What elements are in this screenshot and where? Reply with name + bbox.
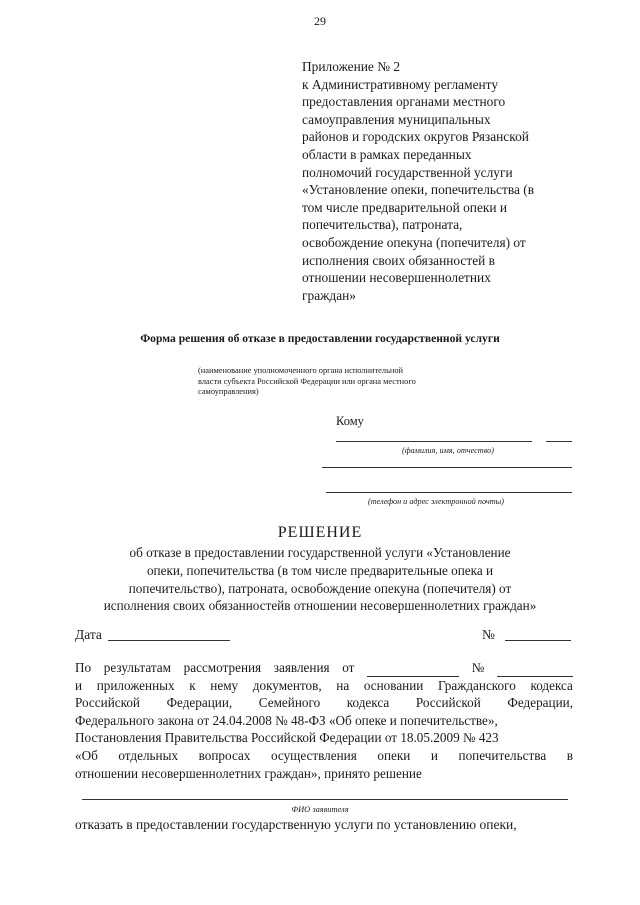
body-word: № bbox=[471, 660, 485, 675]
body-word: вопросах bbox=[198, 747, 251, 763]
body-word: попечительства bbox=[458, 747, 547, 763]
body-word: По bbox=[75, 660, 92, 675]
body-word: и bbox=[430, 747, 438, 763]
decision-text-line: отказать в предоставлении государственную услуги по установлению опеки, bbox=[75, 817, 517, 832]
recipient-extra-line bbox=[322, 467, 572, 468]
decision-subtitle-line: опеки, попечительства (в том числе предварительные опека и bbox=[146, 562, 494, 578]
body-word: Российской bbox=[415, 695, 481, 711]
body-row bbox=[75, 659, 573, 677]
body-word: нему bbox=[210, 677, 239, 693]
body-word: рассмотрения bbox=[183, 660, 262, 675]
application-number-blank bbox=[497, 659, 573, 677]
number-label: № bbox=[482, 627, 495, 642]
decision-subtitle-line: исполнения своих обязанностейв отношении несовершеннолетних граждан» bbox=[103, 598, 537, 614]
appendix-line: полномочий государственной услуги bbox=[302, 164, 513, 180]
recipient-name-caption: (фамилия, имя, отчество) bbox=[402, 446, 494, 455]
body-line: Федерального закона от 24.04.2008 № 48-ФЗ «Об опеке и попечительстве», bbox=[75, 712, 498, 728]
body-word: на bbox=[336, 677, 350, 693]
appendix-line: области в рамках переданных bbox=[302, 146, 472, 162]
appendix-line: «Установление опеки, попечительства (в bbox=[302, 182, 535, 198]
body-word: отдельных bbox=[118, 747, 179, 763]
recipient-label: Кому bbox=[336, 414, 364, 428]
appendix-line: к Административному регламенту bbox=[302, 76, 499, 92]
appendix-line: попечительства), патроната, bbox=[302, 217, 463, 233]
body-word: результатам bbox=[103, 660, 171, 675]
application-date-blank bbox=[367, 659, 459, 677]
recipient-name-line-1 bbox=[336, 441, 532, 442]
body-word: осуществления bbox=[270, 747, 357, 763]
appendix-line: освобождение опекуна (попечителя) от bbox=[302, 234, 526, 250]
page-number: 29 bbox=[314, 14, 326, 28]
body-word: документов, bbox=[252, 677, 322, 693]
body-paragraph bbox=[75, 659, 573, 782]
body-word: и bbox=[75, 677, 83, 693]
body-word: «Об bbox=[75, 747, 98, 763]
date-label: Дата bbox=[75, 627, 102, 642]
body-row bbox=[75, 694, 573, 712]
appendix-line: самоуправления муниципальных bbox=[302, 111, 491, 127]
body-word: к bbox=[189, 677, 196, 693]
appendix-line: граждан» bbox=[302, 287, 357, 303]
recipient-name-line-2 bbox=[546, 441, 572, 442]
form-title: Форма решения об отказе в предоставлении государственной услуги bbox=[140, 332, 500, 345]
applicant-name-line bbox=[82, 799, 568, 800]
body-word: от bbox=[342, 660, 355, 675]
appendix-line: отношении несовершеннолетних bbox=[302, 270, 491, 286]
appendix-line: Приложение № 2 bbox=[302, 59, 401, 74]
body-word: Российской bbox=[75, 695, 140, 711]
recipient-contact-caption: (телефон и адрес электронной почты) bbox=[368, 497, 504, 506]
body-word: заявления bbox=[273, 660, 330, 675]
body-line: Постановления Правительства Российской Федерации от 18.05.2009 № 423 bbox=[75, 730, 499, 746]
body-word: Федерации, bbox=[166, 695, 233, 711]
authority-caption-line: власти субъекта Российской Федерации или органа местного bbox=[198, 376, 416, 386]
number-line bbox=[505, 640, 571, 641]
decision-heading: РЕШЕНИЕ bbox=[277, 524, 363, 541]
body-word: Федерации, bbox=[507, 695, 573, 711]
body-row bbox=[75, 747, 573, 765]
authority-caption bbox=[198, 366, 416, 398]
body-word: Гражданского bbox=[437, 677, 516, 693]
authority-caption-line: (наименование уполномоченного органа исполнительной bbox=[198, 366, 404, 375]
body-row bbox=[75, 712, 573, 730]
recipient-contact-line bbox=[326, 492, 572, 493]
applicant-name-caption: ФИО заявителя bbox=[291, 805, 349, 814]
body-word: в bbox=[566, 747, 573, 763]
body-word: опеки bbox=[377, 747, 411, 763]
appendix-line: районов и городских округов Рязанской bbox=[302, 129, 529, 145]
appendix-header bbox=[302, 58, 534, 304]
body-line: отношении несовершеннолетних граждан», принято решение bbox=[75, 765, 422, 781]
body-row bbox=[75, 677, 573, 695]
appendix-line: исполнения своих обязанностей в bbox=[302, 252, 496, 268]
appendix-line: том числе предварительной опеки и bbox=[302, 199, 508, 215]
decision-subtitle-line: попечительство), патроната, освобождение опекуна (попечителя) от bbox=[128, 580, 512, 596]
decision-subtitle bbox=[0, 544, 640, 615]
body-word: кодекса bbox=[346, 695, 390, 711]
body-word: приложенных bbox=[96, 677, 175, 693]
body-word: основании bbox=[363, 677, 424, 693]
appendix-line: предоставления органами местного bbox=[302, 94, 506, 110]
authority-caption-line: самоуправления) bbox=[198, 387, 259, 397]
body-word: кодекса bbox=[530, 677, 573, 693]
body-word: Семейного bbox=[258, 695, 321, 711]
date-line bbox=[108, 640, 230, 641]
decision-subtitle-line: об отказе в предоставлении государственной услуги «Установление bbox=[129, 545, 511, 560]
body-row bbox=[75, 765, 573, 783]
body-row bbox=[75, 729, 573, 747]
